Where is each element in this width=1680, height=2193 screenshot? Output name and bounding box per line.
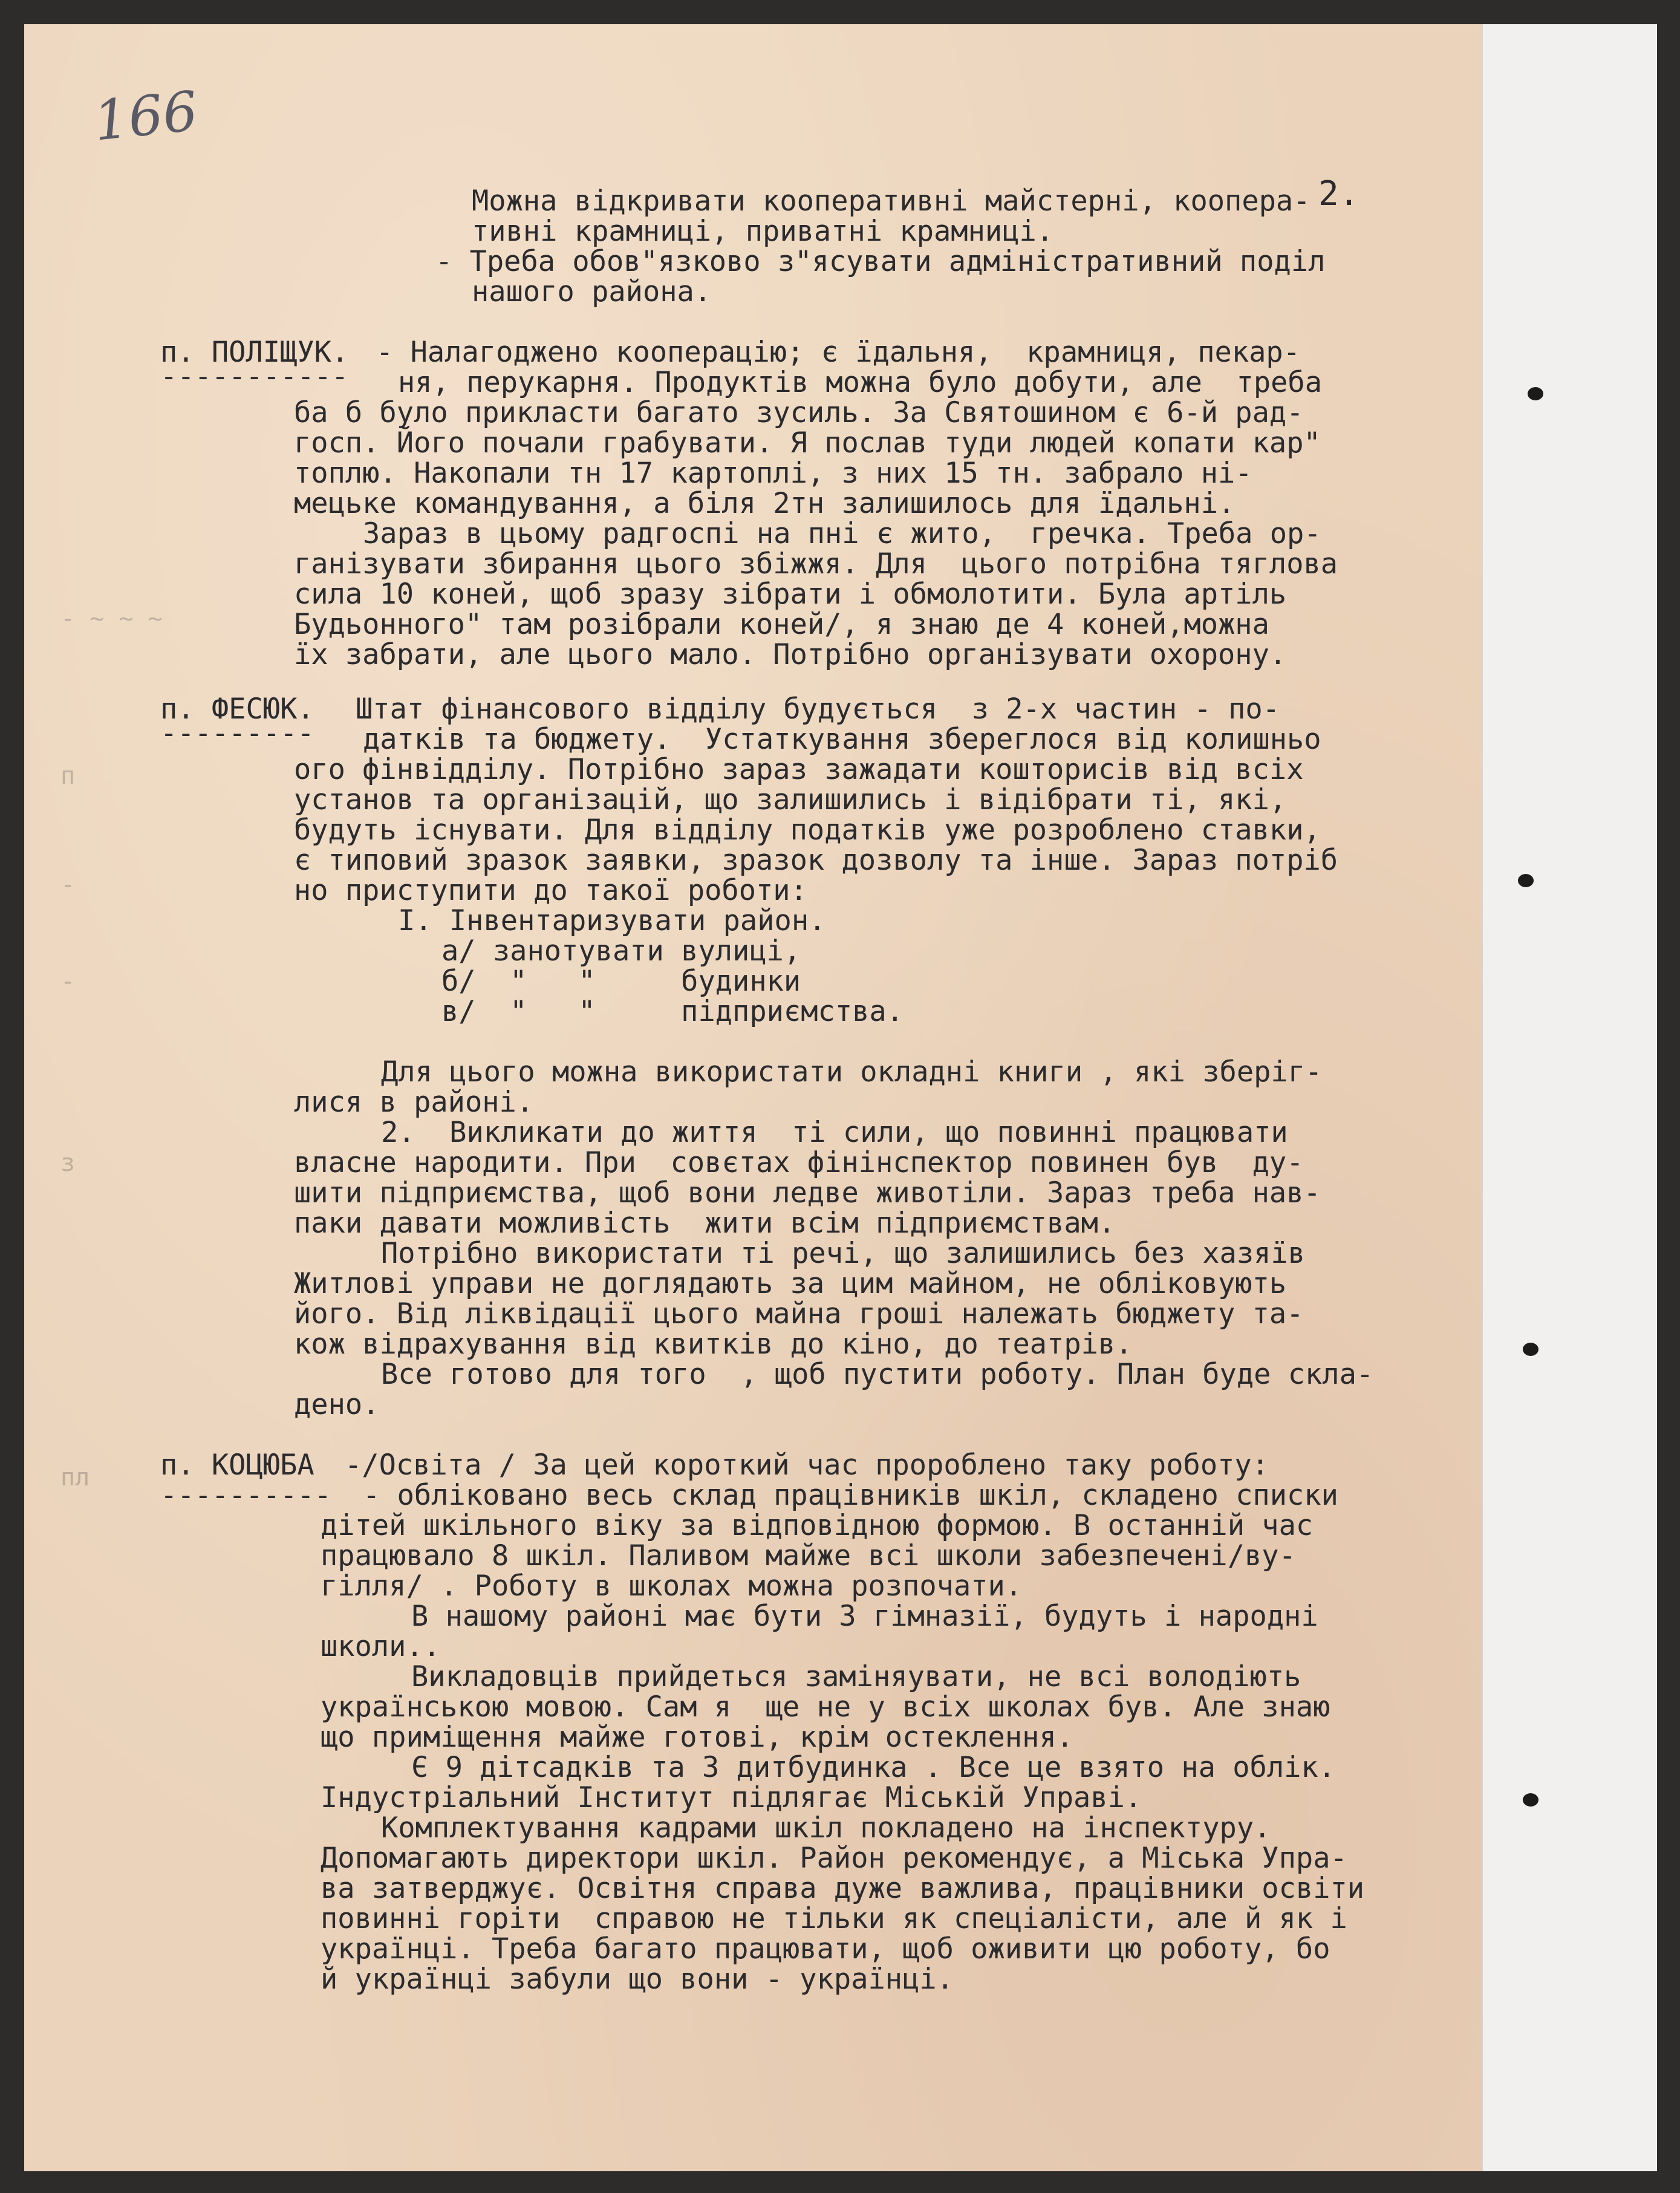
- text-line: ва затверджує. Освітня справа дуже важлива, працівники освіти: [321, 1872, 1365, 1905]
- text-line: паки давати можливість жити всім підприємствам.: [294, 1207, 1116, 1240]
- text-line: українською мовою. Сам я ще не у всіх школах був. Але знаю: [321, 1690, 1330, 1724]
- punch-hole: [1518, 874, 1534, 887]
- intro-line: нашого района.: [472, 275, 712, 308]
- intro-line: - Треба обов"язково з"ясувати адміністративний поділ: [435, 245, 1326, 278]
- speaker-underline: ----------: [160, 1479, 331, 1512]
- text-line: його. Від ліквідації цього майна гроші належать бюджету та-: [294, 1297, 1304, 1331]
- text-line: Викладовців прийдеться заміняувати, не всі володіють: [411, 1660, 1301, 1693]
- text-line: ня, перукарня. Продуктів можна було добути, але треба: [398, 366, 1323, 399]
- text-line: українці. Треба багато працювати, щоб оживити цю роботу, бо: [321, 1932, 1330, 1966]
- text-line: Комплектування кадрами шкіл покладено на інспектуру.: [381, 1811, 1271, 1845]
- text-line: шити підприємства, щоб вони ледве животіли. Зараз треба нав-: [294, 1176, 1321, 1210]
- text-line: Все готово для того , щоб пустити роботу. План буде скла-: [381, 1358, 1374, 1391]
- text-line: - обліковано весь склад працівників шкіл, складено списки: [363, 1479, 1338, 1512]
- text-line: топлю. Накопали тн 17 картоплі, з них 15 тн. забрало ні-: [294, 457, 1252, 490]
- text-line: є типовий зразок заявки, зразок дозволу та інше. Зараз потріб: [294, 844, 1338, 877]
- text-line: - Налагоджено кооперацію; є їдальня, крамниця, пекар-: [376, 336, 1301, 369]
- text-line: ого фінвідділу. Потрібно зараз зажадати кошторисів від всіх: [294, 753, 1304, 786]
- list-item: а/ занотувати вулиці,: [441, 934, 801, 968]
- speaker-name: п. ФЕСЮК.: [160, 692, 314, 726]
- intro-line: тивні крамниці, приватні крамниці.: [472, 215, 1054, 248]
- bleed-through-mark: -: [60, 871, 76, 899]
- text-line: Допомагають директори шкіл. Район рекомендує, а Міська Упра-: [321, 1842, 1347, 1875]
- text-line: працювало 8 шкіл. Паливом майже всі школи забезпечені/ву-: [321, 1539, 1296, 1572]
- text-line: Для цього можна використати окладні книги , які зберіг-: [381, 1055, 1323, 1089]
- text-line: -/Освіта / За цей короткий час пророблено таку роботу:: [345, 1448, 1269, 1482]
- text-line: школи..: [321, 1630, 441, 1663]
- speaker-name: п. КОЦЮБА: [160, 1448, 314, 1482]
- text-line: гілля/ . Роботу в школах можна розпочати.: [321, 1569, 1023, 1603]
- punch-hole: [1523, 1343, 1538, 1356]
- text-line: що приміщення майже готові, крім остеклення.: [321, 1721, 1074, 1754]
- text-line: Індустріальний Інститут підлягає Міській Управі.: [321, 1781, 1142, 1814]
- text-line: власне народити. При совєтах фінінспектор повинен був ду-: [294, 1146, 1304, 1179]
- text-line: ба б було прикласти багато зусиль. За Святошином є 6-й рад-: [294, 396, 1304, 429]
- text-line: мецьке командування, а біля 2тн залишилось для їдальні.: [294, 487, 1236, 520]
- text-line: установ та організацій, що залишились і відібрати ті, які,: [294, 783, 1287, 816]
- text-line: 2. Викликати до життя ті сили, що повинні працювати: [381, 1116, 1288, 1149]
- document-page: [24, 24, 1482, 2171]
- text-line: Потрібно використати ті речі, що залишились без хазяїв: [381, 1237, 1306, 1270]
- bleed-through-mark: пл: [60, 1464, 90, 1491]
- text-line: госп. Його почали грабувати. Я послав туди людей копати кар": [294, 426, 1321, 460]
- bleed-through-mark: -: [60, 968, 76, 995]
- intro-line: Можна відкривати кооперативні майстерні, коопера-: [472, 184, 1310, 218]
- text-line: Житлові управи не доглядають за цим майном, не обліковують: [294, 1267, 1287, 1300]
- text-line: но приступити до такої роботи:: [294, 874, 807, 907]
- bleed-through-mark: - ~ ~ ~: [60, 605, 163, 633]
- list-item: в/ " " підприємства.: [441, 995, 904, 1028]
- text-line: дено.: [294, 1388, 380, 1421]
- text-line: дітей шкільного віку за відповідною формою. В останній час: [321, 1509, 1314, 1542]
- text-line: Штат фінансового відділу будується з 2-х частин - по-: [356, 692, 1280, 726]
- speaker-underline: -----------: [160, 360, 349, 393]
- text-line: Зараз в цьому радгоспі на пні є жито, гречка. Треба ор-: [363, 517, 1321, 550]
- text-line: їх забрати, але цього мало. Потрібно організувати охорону.: [294, 638, 1287, 671]
- text-line: сила 10 коней, щоб зразу зібрати і обмолотити. Була артіль: [294, 578, 1287, 611]
- text-line: кож відрахування від квитків до кіно, до театрів.: [294, 1328, 1133, 1361]
- page-number: 2.: [1318, 174, 1359, 213]
- text-line: ганізувати збирання цього збіжжя. Для цього потрібна тяглова: [294, 547, 1338, 581]
- text-line: лися в районі.: [294, 1086, 534, 1119]
- text-line: Будьонного" там розібрали коней/, я знаю де 4 коней,можна: [294, 608, 1269, 641]
- text-line: В нашому районі має бути 3 гімназії, будуть і народні: [411, 1600, 1318, 1633]
- speaker-name: п. ПОЛІЩУК.: [160, 336, 349, 369]
- text-line: Є 9 дітсадків та 3 дитбудинка . Все це взято на облік.: [411, 1751, 1336, 1784]
- bleed-through-mark: з: [60, 1149, 76, 1177]
- typed-text-body: [24, 24, 1482, 2171]
- backing-sheet: [1482, 24, 1657, 2171]
- handwritten-folio-number: 166: [90, 79, 201, 154]
- list-item: б/ " " будинки: [441, 965, 801, 998]
- speaker-underline: ---------: [160, 717, 314, 750]
- text-line: будуть існувати. Для відділу податків уже розроблено ставки,: [294, 813, 1321, 847]
- bleed-through-mark: п: [60, 762, 76, 790]
- text-line: датків та бюджету. Устаткування збереглося від колишньо: [363, 723, 1321, 756]
- list-item: I. Інвентаризувати район.: [398, 904, 826, 937]
- punch-hole: [1523, 1793, 1538, 1807]
- text-line: повинні горіти справою не тільки як спеціалісти, але й як і: [321, 1902, 1347, 1935]
- punch-hole: [1528, 387, 1543, 400]
- text-line: й українці забули що вони - українці.: [321, 1963, 954, 1996]
